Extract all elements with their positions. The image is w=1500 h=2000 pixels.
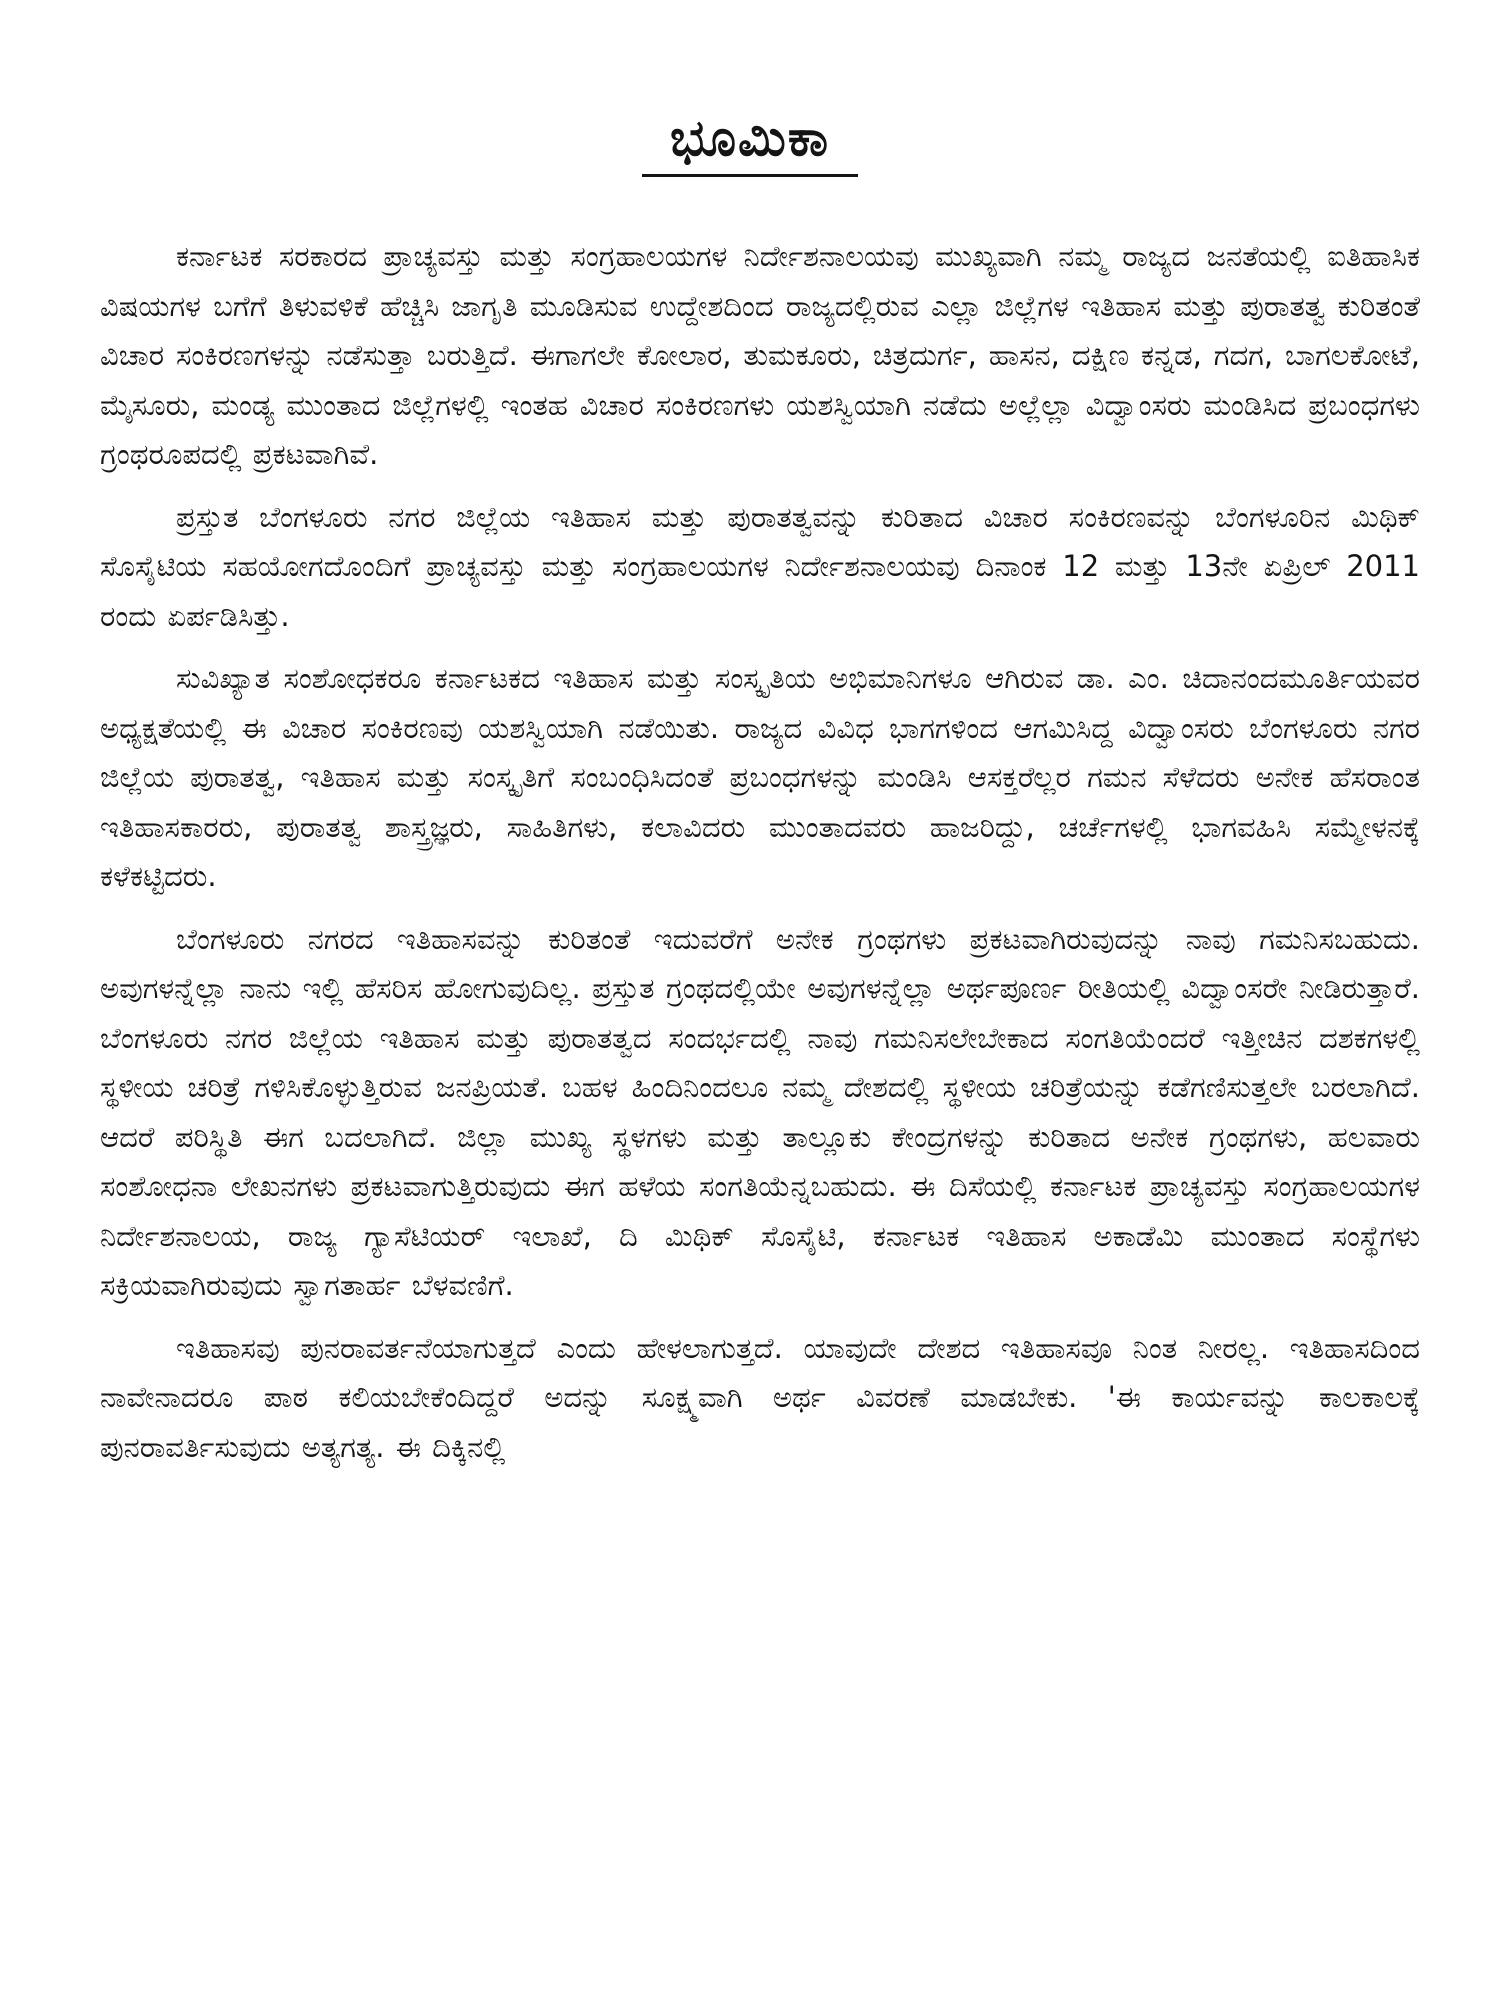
title-block bbox=[0, 108, 1500, 177]
paragraph-1: ಕರ್ನಾಟಕ ಸರಕಾರದ ಪ್ರಾಚ್ಯವಸ್ತು ಮತ್ತು ಸಂಗ್ರಹಾಲಯಗಳ ನಿರ್ದೇಶನಾಲಯವು ಮುಖ್ಯವಾಗಿ ನಮ್ಮ ರಾಜ್ಯದ ಜನತೆಯಲ್ಲಿ ಐತಿಹಾಸಿಕ ವಿಷಯಗಳ ಬಗೆಗೆ ತಿಳುವಳಿಕೆ ಹೆಚ್ಚಿಸಿ ಜಾಗೃತಿ ಮೂಡಿಸುವ ಉದ್ದೇಶದಿಂದ ರಾಜ್ಯದಲ್ಲಿರುವ ಎಲ್ಲಾ ಜಿಲ್ಲೆಗಳ ಇತಿಹಾಸ ಮತ್ತು ಪುರಾತತ್ವ ಕುರಿತಂತೆ ವಿಚಾರ ಸಂಕಿರಣಗಳನ್ನು ನಡೆಸುತ್ತಾ ಬರುತ್ತಿದೆ. ಈಗಾಗಲೇ ಕೋಲಾರ, ತುಮಕೂರು, ಚಿತ್ರದುರ್ಗ, ಹಾಸನ, ದಕ್ಷಿಣ ಕನ್ನಡ, ಗದಗ, ಬಾಗಲಕೋಟೆ, ಮೈಸೂರು, ಮಂಡ್ಯ ಮುಂತಾದ ಜಿಲ್ಲೆಗಳಲ್ಲಿ ಇಂತಹ ವಿಚಾರ ಸಂಕಿರಣಗಳು ಯಶಸ್ವಿಯಾಗಿ ನಡೆದು ಅಲ್ಲೆಲ್ಲಾ ವಿದ್ವಾಂಸರು ಮಂಡಿಸಿದ ಪ್ರಬಂಧಗಳು ಗ್ರಂಥರೂಪದಲ್ಲಿ ಪ್ರಕಟವಾಗಿವೆ. bbox=[100, 239, 1420, 471]
page-title: ಭೂಮಿಕಾ bbox=[642, 108, 858, 177]
paragraph-4: ಬೆಂಗಳೂರು ನಗರದ ಇತಿಹಾಸವನ್ನು ಕುರಿತಂತೆ ಇದುವರೆಗೆ ಅನೇಕ ಗ್ರಂಥಗಳು ಪ್ರಕಟವಾಗಿರುವುದನ್ನು ನಾವು ಗಮನಿಸಬಹುದು. ಅವುಗಳನ್ನೆಲ್ಲಾ ನಾನು ಇಲ್ಲಿ ಹೆಸರಿಸ ಹೋಗುವುದಿಲ್ಲ. ಪ್ರಸ್ತುತ ಗ್ರಂಥದಲ್ಲಿಯೇ ಅವುಗಳನ್ನೆಲ್ಲಾ ಅರ್ಥಪೂರ್ಣ ರೀತಿಯಲ್ಲಿ ವಿದ್ವಾಂಸರೇ ನೀಡಿರುತ್ತಾರೆ. ಬೆಂಗಳೂರು ನಗರ ಜಿಲ್ಲೆಯ ಇತಿಹಾಸ ಮತ್ತು ಪುರಾತತ್ವದ ಸಂದರ್ಭದಲ್ಲಿ ನಾವು ಗಮನಿಸಲೇಬೇಕಾದ ಸಂಗತಿಯೆಂದರೆ ಇತ್ತೀಚಿನ ದಶಕಗಳಲ್ಲಿ ಸ್ಥಳೀಯ ಚರಿತ್ರೆ ಗಳಿಸಿಕೊಳ್ಳುತ್ತಿರುವ ಜನಪ್ರಿಯತೆ. ಬಹಳ ಹಿಂದಿನಿಂದಲೂ ನಮ್ಮ ದೇಶದಲ್ಲಿ ಸ್ಥಳೀಯ ಚರಿತ್ರೆಯನ್ನು ಕಡೆಗಣಿಸುತ್ತಲೇ ಬರಲಾಗಿದೆ. ಆದರೆ ಪರಿಸ್ಥಿತಿ ಈಗ ಬದಲಾಗಿದೆ. ಜಿಲ್ಲಾ ಮುಖ್ಯ ಸ್ಥಳಗಳು ಮತ್ತು ತಾಲ್ಲೂಕು ಕೇಂದ್ರಗಳನ್ನು ಕುರಿತಾದ ಅನೇಕ ಗ್ರಂಥಗಳು, ಹಲವಾರು ಸಂಶೋಧನಾ ಲೇಖನಗಳು ಪ್ರಕಟವಾಗುತ್ತಿರುವುದು ಈಗ ಹಳೆಯ ಸಂಗತಿಯೆನ್ನಬಹುದು. ಈ ದಿಸೆಯಲ್ಲಿ ಕರ್ನಾಟಕ ಪ್ರಾಚ್ಯವಸ್ತು ಸಂಗ್ರಹಾಲಯಗಳ ನಿರ್ದೇಶನಾಲಯ, ರಾಜ್ಯ ಗ್ಯಾಸೆಟಿಯರ್ ಇಲಾಖೆ, ದಿ ಮಿಥಿಕ್ ಸೊಸೈಟಿ, ಕರ್ನಾಟಕ ಇತಿಹಾಸ ಅಕಾಡೆಮಿ ಮುಂತಾದ ಸಂಸ್ಥೆಗಳು ಸಕ್ರಿಯವಾಗಿರುವುದು ಸ್ವಾಗತಾರ್ಹ ಬೆಳವಣಿಗೆ. bbox=[100, 921, 1420, 1302]
paragraph-2: ಪ್ರಸ್ತುತ ಬೆಂಗಳೂರು ನಗರ ಜಿಲ್ಲೆಯ ಇತಿಹಾಸ ಮತ್ತು ಪುರಾತತ್ವವನ್ನು ಕುರಿತಾದ ವಿಚಾರ ಸಂಕಿರಣವನ್ನು ಬೆಂಗಳೂರಿನ ಮಿಥಿಕ್ ಸೊಸೈಟಿಯ ಸಹಯೋಗದೊಂದಿಗೆ ಪ್ರಾಚ್ಯವಸ್ತು ಮತ್ತು ಸಂಗ್ರಹಾಲಯಗಳ ನಿರ್ದೇಶನಾಲಯವು ದಿನಾಂಕ 12 ಮತ್ತು 13ನೇ ಏಪ್ರಿಲ್ 2011 ರಂದು ಏರ್ಪಡಿಸಿತ್ತು. bbox=[100, 499, 1420, 633]
paragraph-5: ಇತಿಹಾಸವು ಪುನರಾವರ್ತನೆಯಾಗುತ್ತದೆ ಎಂದು ಹೇಳಲಾಗುತ್ತದೆ. ಯಾವುದೇ ದೇಶದ ಇತಿಹಾಸವೂ ನಿಂತ ನೀರಲ್ಲ. ಇತಿಹಾಸದಿಂದ ನಾವೇನಾದರೂ ಪಾಠ ಕಲಿಯಬೇಕೆಂದಿದ್ದರೆ ಅದನ್ನು ಸೂಕ್ಷ್ಮವಾಗಿ ಅರ್ಥ ವಿವರಣೆ ಮಾಡಬೇಕು. 'ಈ ಕಾರ್ಯವನ್ನು ಕಾಲಕಾಲಕ್ಕೆ ಪುನರಾವರ್ತಿಸುವುದು ಅತ್ಯಗತ್ಯ. ಈ ದಿಕ್ಕಿನಲ್ಲಿ bbox=[100, 1330, 1420, 1464]
body-text bbox=[100, 232, 1420, 1485]
paragraph-3: ಸುವಿಖ್ಯಾತ ಸಂಶೋಧಕರೂ ಕರ್ನಾಟಕದ ಇತಿಹಾಸ ಮತ್ತು ಸಂಸ್ಕೃತಿಯ ಅಭಿಮಾನಿಗಳೂ ಆಗಿರುವ ಡಾ. ಎಂ. ಚಿದಾನಂದಮೂರ್ತಿಯವರ ಅಧ್ಯಕ್ಷತೆಯಲ್ಲಿ ಈ ವಿಚಾರ ಸಂಕಿರಣವು ಯಶಸ್ವಿಯಾಗಿ ನಡೆಯಿತು. ರಾಜ್ಯದ ವಿವಿಧ ಭಾಗಗಳಿಂದ ಆಗಮಿಸಿದ್ದ ವಿದ್ವಾಂಸರು ಬೆಂಗಳೂರು ನಗರ ಜಿಲ್ಲೆಯ ಪುರಾತತ್ವ, ಇತಿಹಾಸ ಮತ್ತು ಸಂಸ್ಕೃತಿಗೆ ಸಂಬಂಧಿಸಿದಂತೆ ಪ್ರಬಂಧಗಳನ್ನು ಮಂಡಿಸಿ ಆಸಕ್ತರೆಲ್ಲರ ಗಮನ ಸೆಳೆದರು ಅನೇಕ ಹೆಸರಾಂತ ಇತಿಹಾಸಕಾರರು, ಪುರಾತತ್ವ ಶಾಸ್ತ್ರಜ್ಞರು, ಸಾಹಿತಿಗಳು, ಕಲಾವಿದರು ಮುಂತಾದವರು ಹಾಜರಿದ್ದು, ಚರ್ಚೆಗಳಲ್ಲಿ ಭಾಗವಹಿಸಿ ಸಮ್ಮೇಳನಕ್ಕೆ ಕಳೆಕಟ್ಟಿದರು. bbox=[100, 661, 1420, 893]
